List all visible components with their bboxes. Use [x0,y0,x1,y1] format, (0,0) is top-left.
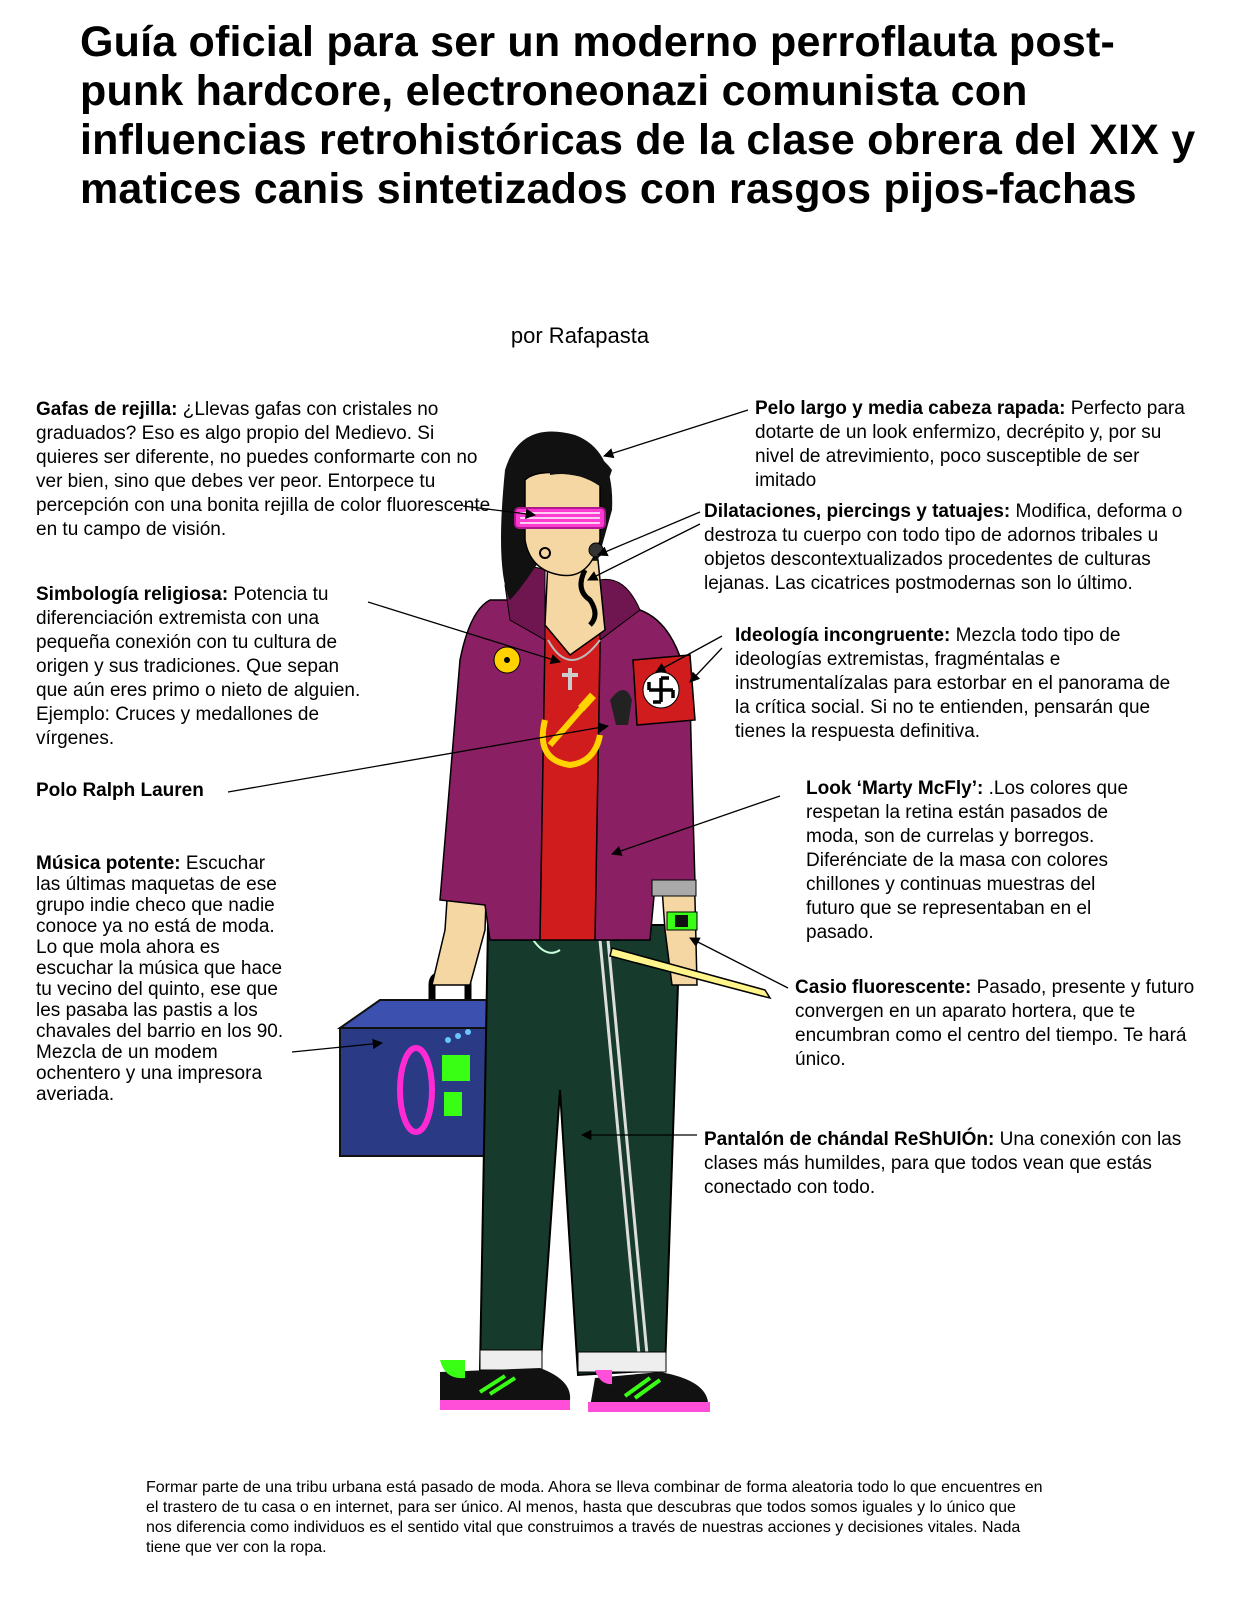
annotation-casio: Casio fluorescente: Pasado, presente y futuro convergen en un aparato hortera, que te encumbran como el centro del tiempo. Te hará único. [795,977,1195,1070]
radiation-badge-icon [494,647,520,673]
swastika-armband-icon [633,655,695,725]
ear-plug-icon [589,543,603,557]
track-pants-icon [480,925,680,1375]
annotation-gafas: Gafas de rejilla: ¿Llevas gafas con cristales no graduados? Eso es algo propio del Medievo. Si quieres ser diferente, no puedes conformarte con no ver bien, sino que debes ver peor. Entorpece tu percepción con una bonita rejilla de color fluorescente en tu campo de visión. [36,399,491,540]
annotation-pelo: Pelo largo y media cabeza rapada: Perfecto para dotarte de un look enfermizo, decrépito y, por su nivel de atrevimiento, poco susceptible de ser imitado [755,398,1185,491]
footer-note: Formar parte de una tribu urbana está pasado de moda. Ahora se lleva combinar de forma aleatoria todo lo que encuentres en el trastero de tu casa o en internet, para ser único. Al menos, hasta que descubras que todos somos iguales y lo único que nos diferencia como individuos es el sentido vital que construimos a través de nuestras acciones y decisiones vitales. Nada tiene que ver con la ropa. [146,1479,1043,1556]
casio-watch-icon [667,912,697,930]
page-title: Guía oficial para ser un moderno perroflauta post-punk hardcore, electroneonazi comunista con influencias retrohistóricas de la clase obrera del XIX y matices canis sintetizados con rasgos pijos-fachas [80,18,1196,213]
annotation-pantalon: Pantalón de chándal ReShUlÓn: Una conexión con las clases más humildes, para que todos vean que estás conectado con todo. [704,1129,1182,1198]
annotation-ideologia: Ideología incongruente: Mezcla todo tipo de ideologías extremistas, fragméntalas e instrumentalízalas para estorbar en el panorama de la crítica social. Si no te entienden, pensarán que tienes la respuesta definitiva. [735,625,1171,742]
annotation-polo: Polo Ralph Lauren [36,780,204,801]
annotation-dilataciones: Dilataciones, piercings y tatuajes: Modifica, deforma o destroza tu cuerpo con todo tipo de adornos tribales u objetos descontextualizados procedentes de culturas lejanas. Las cicatrices postmodernas son lo último. [704,501,1183,594]
author-byline: por Rafapasta [510,323,650,348]
annotation-musica: Música potente: Escuchar las últimas maquetas de ese grupo indie checo que nadie conoce ya no está de moda. Lo que mola ahora es escuchar la música que hace tu vecino del quinto, ese que les pasaba las pastis a los chavales del barrio en los 90. Mezcla de un modem ochentero y una impresora averiada. [36,853,284,1105]
annotation-simbologia: Simbología religiosa: Potencia tu diferenciación extremista con una pequeña conexión con tu cultura de origen y sus tradiciones. Que sepan que aún eres primo o nieto de alguien. Ejemplo: Cruces y medallones de vírgenes. [36,584,361,749]
shutter-glasses-icon [515,508,605,528]
annotation-look: Look ‘Marty McFly’: .Los colores que respetan la retina están pasados de moda, son de currelas y borregos. Diferénciate de la masa con colores chillones y continuas muestras del futuro que se representaban en el pasado. [806,778,1129,943]
